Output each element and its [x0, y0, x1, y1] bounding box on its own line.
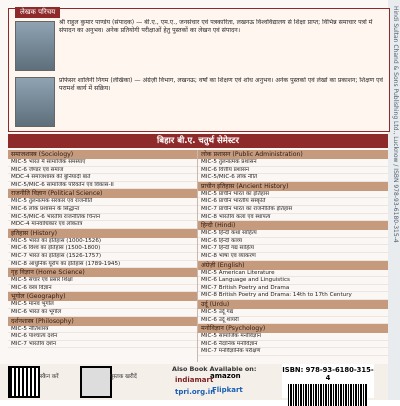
course-row: MIC-5 American Literature [198, 270, 388, 278]
course-row: MIC-5 भारत का इतिहास (1000-1526) [8, 238, 197, 246]
left-column [8, 150, 198, 362]
author-section [8, 8, 390, 132]
section-heading: अंग्रेज़ी (English) [198, 261, 388, 270]
author-photo-2 [15, 77, 55, 127]
course-row: MIC-6 नैदानिक मनोविज्ञान [198, 341, 388, 349]
section-heading: राजनीति विज्ञान (Political Science) [8, 189, 197, 198]
course-row: MIC-5 नीतिशास्त्र [8, 326, 197, 334]
course-row: MIC-6 प्राचीन भारतीय संस्कृति [198, 198, 388, 206]
course-row: MIC-6 उर्दू शायरी [198, 317, 388, 325]
course-row: MIC-5 प्राचीन भारत का इतिहास [198, 191, 388, 199]
course-row: MIC-5 तुलनात्मक सरकार एवं राजनीति [8, 198, 197, 206]
course-row: MIC-6 जेण्डर एवं समाज [8, 167, 197, 175]
course-row: MIC-6 हिन्दी काव्य [198, 238, 388, 246]
course-row: MIC-7 भारतीय दर्शन [8, 341, 197, 349]
right-column [198, 150, 388, 362]
also-available-text: Also Book Available on: [172, 365, 257, 373]
course-row: MIC-5/MIC-6 भारतीय राजनीतिक चिन्तन [8, 214, 197, 222]
course-row: MIC-6 लोक प्रशासन के सिद्धान्त [8, 206, 197, 214]
course-row: MIC-5 मानव भूगोल [8, 301, 197, 309]
course-row: MIC-7 मनोवैज्ञानिक परीक्षण [198, 348, 388, 356]
course-row: MIC-6 वित्तीय प्रशासन [198, 167, 388, 175]
course-row: MIC-8 भाषा एवं व्याकरण [198, 253, 388, 261]
store-amazon[interactable]: amazon [210, 372, 241, 380]
syllabus-grid [8, 150, 388, 362]
barcode-bars [288, 384, 368, 406]
author-2-bio: प्रोफेसर शालिनी निगम (लेखिका) — अंग्रेज़ी विभाग, लखनऊ; वर्षों का शिक्षण एवं शोध अनुभव। अनेक पुस्तकों एवं लेखों का प्रकाशन; शिक्षण एवं परामर्श कार्य में सक्रिय। [59, 77, 383, 92]
section-heading: लोक प्रशासन (Public Administration) [198, 150, 388, 159]
course-row: MIC-5 तुलनात्मक प्रशासन [198, 159, 388, 167]
course-row: MIC-8 भारतीय कला एवं स्थापत्य [198, 214, 388, 222]
course-row: MIC-8 आधुनिक यूरोप का इतिहास (1789-1945) [8, 261, 197, 269]
barcode [282, 364, 374, 398]
qr-code-2[interactable] [80, 366, 112, 398]
author-1-bio: श्री राहुल कुमार पाण्डेय (संपादक) — बी.ए., एम.ए., जनसंचार एवं पत्रकारिता, लखनऊ विश्वविद्यालय से शिक्षा प्राप्त; विभिन्न समाचार पत्रों में संपादन का अनुभव। अनेक प्रतियोगी परीक्षाओं हेतु पुस्तकों का लेखन एवं संपादन। [59, 19, 373, 34]
course-row: MIC-6 भारत का भूगोल [8, 309, 197, 317]
section-heading: प्राचीन इतिहास (Ancient History) [198, 182, 388, 191]
section-heading: दर्शनशास्त्र (Philosophy) [8, 317, 197, 326]
course-row: MIC-5/MIC-6 लोक नीति [198, 174, 388, 182]
author-photo-1 [15, 21, 55, 71]
course-row: MDC-4 मानवाधिकार एवं लोकतंत्र [8, 221, 197, 229]
qr-caption-1: स्कैन करें [40, 374, 59, 380]
section-heading: भूगोल (Geography) [8, 292, 197, 301]
spine-text: Hindi Sultan Chand & Sons Publishing Ltd., Lucknow / ISBN 978-93-6180-315-4 [392, 6, 399, 243]
section-heading: इतिहास (History) [8, 229, 197, 238]
course-row: MIC-5 हिन्दी कथा साहित्य [198, 230, 388, 238]
section-heading: हिन्दी (Hindi) [198, 221, 388, 230]
store-website[interactable]: tpri.org.in [175, 388, 216, 396]
section-heading: समाजशास्त्र (Sociology) [8, 150, 197, 159]
store-indiamart[interactable]: indiamart [175, 376, 214, 384]
qr-caption-2: पुस्तक खरीदें [110, 374, 137, 380]
author-section-label: लेखक परिचय [15, 7, 60, 18]
store-flipkart[interactable]: Flipkart [212, 386, 243, 394]
course-row: MIC-7 हिन्दी गद्य साहित्य [198, 245, 388, 253]
qr-code-1[interactable] [8, 366, 40, 398]
course-row: MIC-5 उर्दू गद्य [198, 309, 388, 317]
course-row: MIC-8 British Poetry and Drama: 14th to 17th Century [198, 292, 388, 300]
course-row: MIC-6 पाश्चात्य दर्शन [8, 333, 197, 341]
course-row: MIC-5 भारत में सामाजिक समस्याएं [8, 159, 197, 167]
isbn-text: ISBN: 978-93-6180-315-4 [282, 366, 374, 382]
course-row: MIC-6 वस्त्र विज्ञान [8, 285, 197, 293]
course-row: MIC-5/MIC-6 सामाजिक परिवर्तन एवं विकास-II [8, 182, 197, 190]
course-row: MIC-6 Language and Linguistics [198, 277, 388, 285]
course-row: MIC-5 संचार एवं प्रसार शिक्षा [8, 277, 197, 285]
semester-title: बिहार बी.ए. चतुर्थ सेमेस्टर [8, 134, 388, 148]
course-row: MIC-5 सामाजिक मनोविज्ञान [198, 333, 388, 341]
course-row: MIC-7 भारत का इतिहास (1526-1757) [8, 253, 197, 261]
section-heading: उर्दू (Urdu) [198, 300, 388, 309]
course-row: MIC-7 British Poetry and Drama [198, 285, 388, 293]
course-row: MDC-4 समाजशास्त्र की बुनियादी बातें [8, 174, 197, 182]
section-heading: मनोविज्ञान (Psychology) [198, 324, 388, 333]
course-row: MIC-7 प्राचीन भारत का राजनीतिक इतिहास [198, 206, 388, 214]
section-heading: गृह विज्ञान (Home Science) [8, 268, 197, 277]
course-row: MIC-6 विश्व का इतिहास (1500-1800) [8, 245, 197, 253]
